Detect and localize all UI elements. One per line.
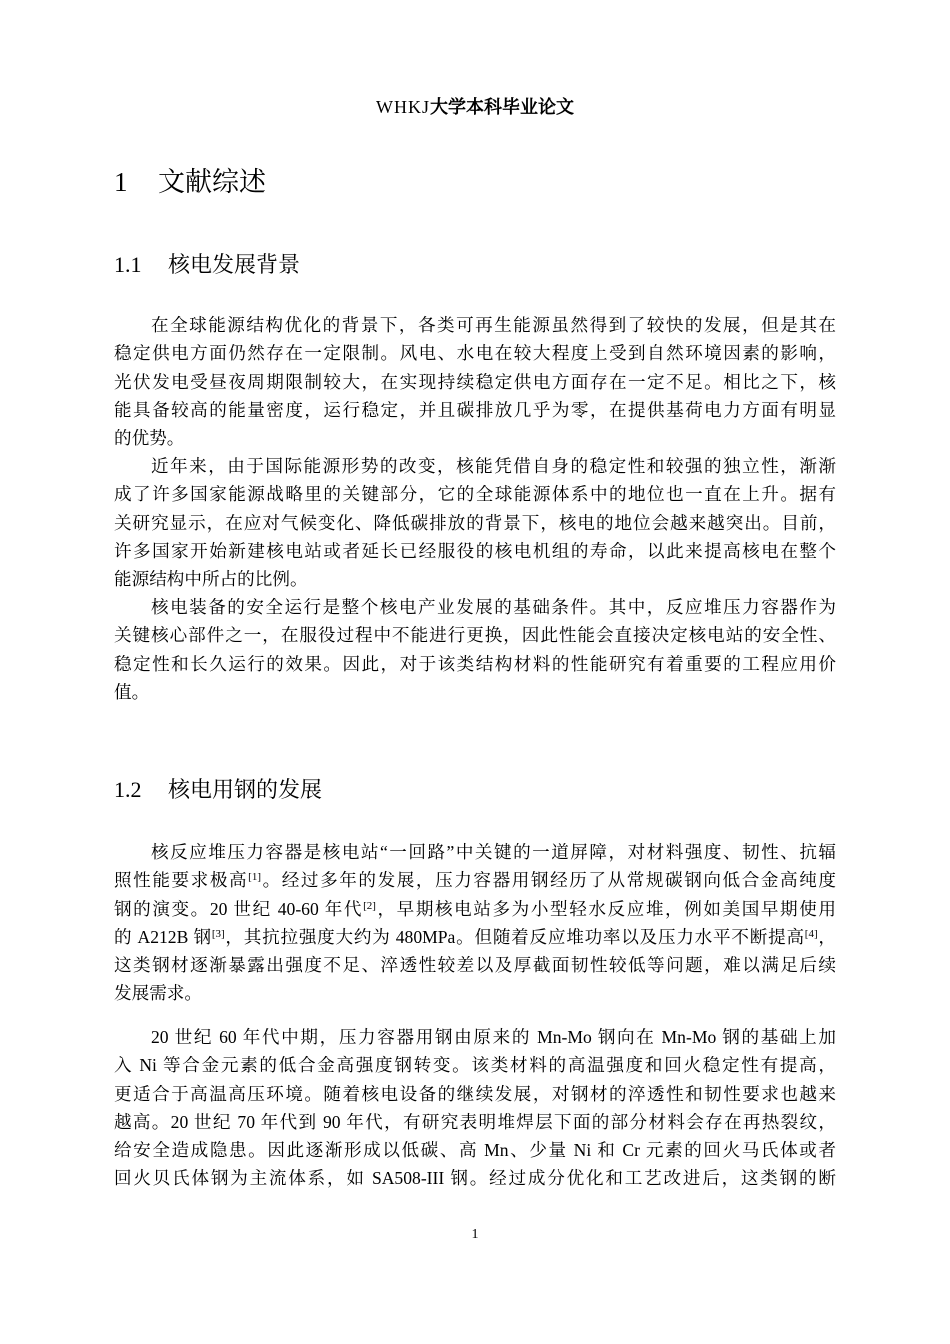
text-run: ，其抗拉强度大约为 480MPa。但随着反应堆功率以及压力水平不断提高 <box>224 926 805 947</box>
text-run: 照性能要求极高 <box>114 870 249 891</box>
text-run: 的 A212B 钢 <box>114 926 212 947</box>
citation: [1] <box>248 871 261 884</box>
page-header <box>0 95 950 120</box>
text-line: 关键核心部件之一，在服役过程中不能进行更换，因此性能会直接决定核电站的安全性、 <box>114 625 836 646</box>
paragraph <box>114 593 836 706</box>
chapter-heading <box>114 164 266 201</box>
text-run: 钢的演变。20 世纪 40-60 年代 <box>114 898 364 919</box>
text-line: 能源结构中所占的比例。 <box>114 569 308 590</box>
paragraph <box>114 311 836 452</box>
section-number: 1.1 <box>114 252 142 277</box>
chapter-title: 文献综述 <box>158 167 266 198</box>
text-line: 稳定性和长久运行的效果。因此，对于该类结构材料的性能研究有着重要的工程应用价 <box>114 653 836 674</box>
text-line: 这类钢材逐渐暴露出强度不足、淬透性较差以及厚截面韧性较低等问题，难以满足后续 <box>114 955 836 976</box>
text-line: 入 Ni 等合金元素的低合金高强度钢转变。该类材料的高温强度和回火稳定性有提高， <box>114 1055 836 1076</box>
section-heading-1-1 <box>114 250 300 281</box>
text-line: 能具备较高的能量密度，运行稳定，并且碳排放几乎为零，在提供基荷电力方面有明显 <box>114 399 836 420</box>
section-number: 1.2 <box>114 777 142 802</box>
citation: [4] <box>804 927 818 940</box>
text-line: 稳定供电方面仍然存在一定限制。风电、水电在较大程度上受到自然环境因素的影响， <box>114 343 836 364</box>
text-line: 给安全造成隐患。因此逐渐形成以低碳、高 Mn、少量 Ni 和 Cr 元素的回火马氏体或者 <box>114 1140 836 1161</box>
text-line: 核反应堆压力容器是核电站“一回路”中关键的一道屏障，对材料强度、韧性、抗辐 <box>151 842 836 862</box>
text-line: 许多国家开始新建核电站或者延长已经服役的核电机组的寿命，以此来提高核电在整个 <box>114 540 836 561</box>
section-heading-1-2 <box>114 775 322 806</box>
header-latin: WHKJ <box>376 97 430 117</box>
text-line: 成了许多国家能源战略里的关键部分，它的全球能源体系中的地位也一直在上升。据有 <box>114 484 836 505</box>
text-run: ，早期核电站多为小型轻水反应堆，例如美国早期使用 <box>375 898 836 919</box>
chapter-number: 1 <box>114 167 128 197</box>
section-title: 核电用钢的发展 <box>168 778 323 803</box>
text-line: 越高。20 世纪 70 年代到 90 年代，有研究表明堆焊层下面的部分材料会存在再热裂纹， <box>114 1111 836 1132</box>
text-line: 更适合于高温高压环境。随着核电设备的继续发展，对钢材的淬透性和韧性要求也越来 <box>114 1083 836 1104</box>
text-line: 关研究显示，在应对气候变化、降低碳排放的背景下，核电的地位会越来越突出。目前， <box>114 512 836 533</box>
text-line: 核电装备的安全运行是整个核电产业发展的基础条件。其中，反应堆压力容器作为 <box>151 597 836 617</box>
text-line <box>114 923 836 951</box>
text-line: 在全球能源结构优化的背景下，各类可再生能源虽然得到了较快的发展，但是其在 <box>151 315 836 335</box>
citation: [2] <box>363 899 376 912</box>
header-cjk: 大学本科毕业论文 <box>430 97 574 118</box>
citation: [3] <box>211 927 225 940</box>
page-number: 1 <box>471 1227 479 1242</box>
section-title: 核电发展背景 <box>168 253 301 278</box>
paragraph <box>114 452 836 593</box>
text-line <box>114 866 836 894</box>
text-line: 的优势。 <box>114 428 185 449</box>
text-line: 值。 <box>114 681 150 702</box>
text-line: 光伏发电受昼夜周期限制较大，在实现持续稳定供电方面存在一定不足。相比之下，核 <box>114 371 836 392</box>
text-line: 20 世纪 60 年代中期，压力容器用钢由原来的 Mn-Mo 钢向在 Mn-Mo 钢的基础上加 <box>151 1027 836 1047</box>
text-run: ， <box>817 926 836 947</box>
text-line: 发展需求。 <box>114 983 202 1004</box>
paragraph <box>114 1023 836 1193</box>
text-line: 回火贝氏体钢为主流体系，如 SA508-III 钢。经过成分优化和工艺改进后，这类钢的断 <box>114 1168 836 1189</box>
text-run: 。经过多年的发展，压力容器用钢经历了从常规碳钢向低合金高纯度 <box>261 870 836 891</box>
text-line: 近年来，由于国际能源形势的改变，核能凭借自身的稳定性和较强的独立性，渐渐 <box>151 456 836 476</box>
paragraph <box>114 838 836 1008</box>
text-line <box>114 895 836 923</box>
